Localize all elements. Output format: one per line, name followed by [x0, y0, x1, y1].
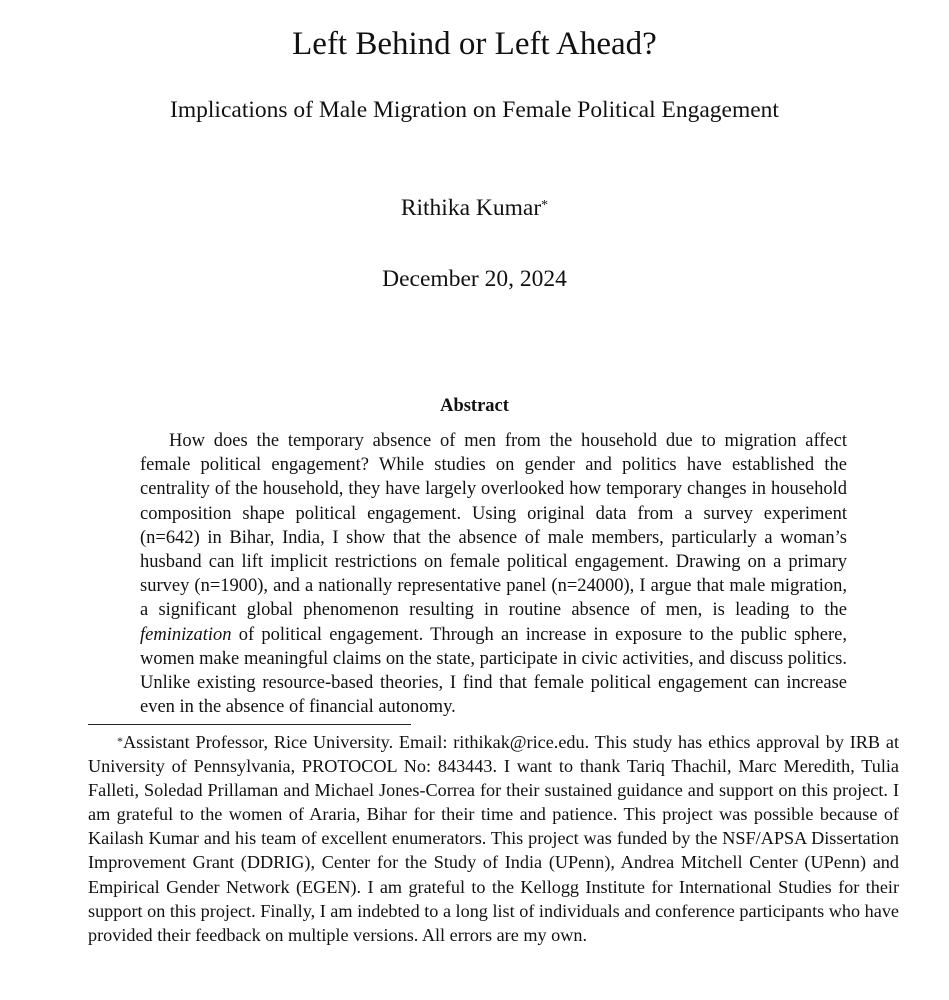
- author-footnote-mark: *: [541, 198, 549, 213]
- author-line: [0, 192, 949, 224]
- abstract-text-before: How does the temporary absence of men from the household due to migration affect female political engagement? While studies on gender and politics have established the centrality of the household, they have largely overlooked how temporary changes in household composition shape political engagement. Using original data from a survey experiment (n=642) in Bihar, India, I show that the absence of male members, particularly a woman’s husband can lift implicit restrictions on female political engagement. Drawing on a primary survey (n=1900), and a nationally representative panel (n=24000), I argue that male migration, a significant global phenomenon resulting in routine absence of men, is leading to the: [140, 431, 847, 621]
- author-name: Rithika Kumar: [400, 195, 542, 221]
- abstract-body: [140, 429, 847, 719]
- abstract-emphasis: feminization: [140, 624, 232, 645]
- footnote-mark: *: [117, 734, 123, 748]
- abstract-heading: Abstract: [440, 396, 509, 416]
- footnote-text: Assistant Professor, Rice University. Email: rithikak@rice.edu. This study has ethics approval by IRB at University of Pennsylvania, PROTOCOL No: 843443. I want to thank Tariq Thachil, Marc Meredith, Tulia Falleti, Soledad Prillaman and Michael Jones-Correa for their sustained guidance and support on this project. I am grateful to the women of Araria, Bihar for their time and patience. This project was possible because of Kailash Kumar and his team of excellent enumerators. This project was funded by the NSF/APSA Dissertation Improvement Grant (DDRIG), Center for the Study of India (UPenn), Andrea Mitchell Center (UPenn) and Empirical Gender Network (EGEN). I am grateful to the Kellogg Institute for International Studies for their support on this project. Finally, I am indebted to a long list of individuals and conference participants who have provided their feedback on multiple versions. All errors are my own.: [88, 732, 900, 945]
- footnote-rule: [88, 724, 411, 725]
- paper-title: Left Behind or Left Ahead?: [292, 26, 657, 62]
- footnote: [88, 730, 899, 947]
- abstract-text-after: of political engagement. Through an increase in exposure to the public sphere, women make meaningful claims on the state, participate in civic activities, and discuss politics. Unlike existing resource-based theories, I find that female political engagement can increase even in the absence of financial autonomy.: [140, 624, 847, 718]
- paper-subtitle: Implications of Male Migration on Female Political Engagement: [170, 97, 779, 123]
- paper-date: December 20, 2024: [382, 266, 567, 292]
